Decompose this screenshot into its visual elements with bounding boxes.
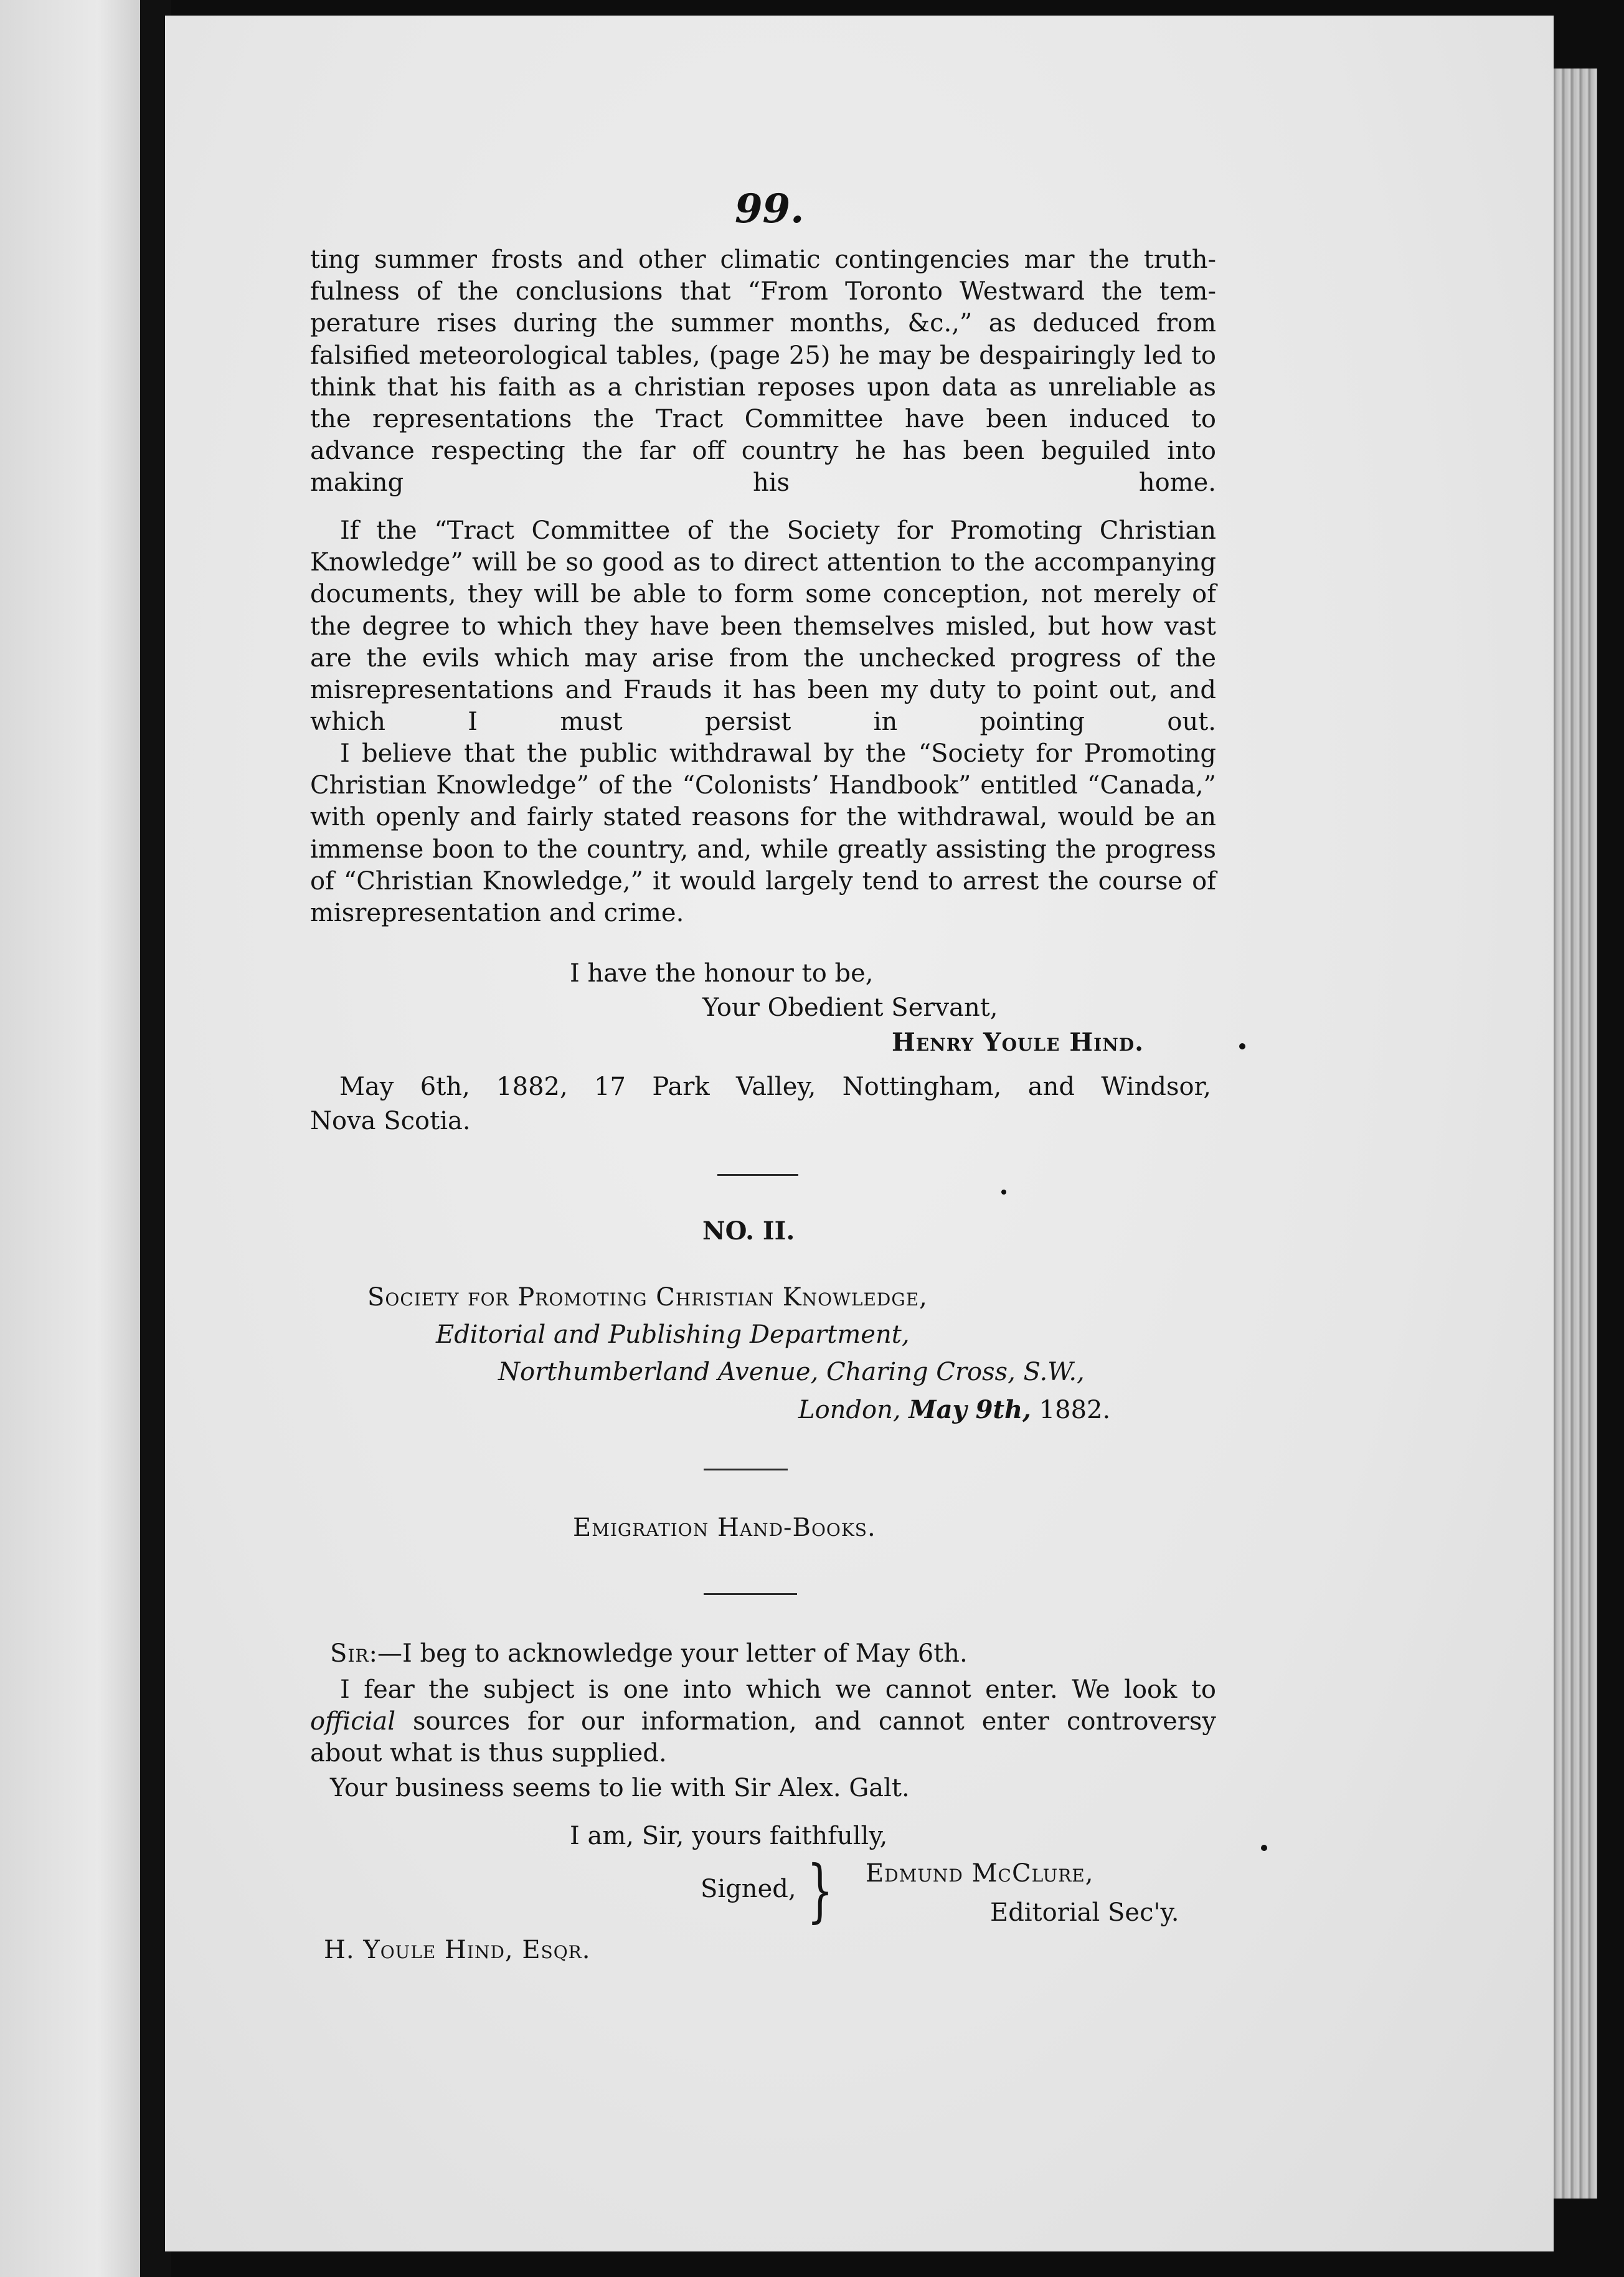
signature-brace: } bbox=[807, 1850, 833, 1930]
page-number: 99. bbox=[735, 186, 805, 232]
closing-line-2: Your Obedient Servant, bbox=[702, 993, 998, 1022]
letter-date bbox=[798, 1395, 1110, 1424]
letter-body-paragraph bbox=[310, 1674, 1216, 1770]
letter-acknowledgement: :—I beg to acknowledge your letter of May 6th. bbox=[369, 1639, 968, 1668]
letter-closing: I am, Sir, yours faithfully, bbox=[570, 1822, 888, 1850]
signature-hind: Henry Youle Hind. bbox=[892, 1028, 1145, 1057]
section-heading: NO. II. bbox=[702, 1216, 795, 1246]
dateline: May 6th, 1882, 17 Park Valley, Nottingham, and Windsor, bbox=[339, 1072, 1211, 1101]
organization-address: Northumberland Avenue, Charing Cross, S.W., bbox=[498, 1358, 1085, 1386]
previous-page-edge bbox=[0, 0, 140, 2277]
letter-year: 1882. bbox=[1039, 1396, 1111, 1424]
letter-month-day: May 9th, bbox=[909, 1395, 1031, 1424]
divider-rule-3 bbox=[704, 1593, 797, 1595]
paragraph-3: I believe that the public withdrawal by the “Society for Promoting Christian Knowledge” of the “Colonists’ Handbook” entitled “Canada,” with openly and fairly stated reasons for the withdrawal, would be an immense boon to the country, and, while greatly assisting the progress of “Christian Knowledge,” it would largely tend to arrest the course of misrepresentation and crime. bbox=[310, 739, 1216, 928]
signer-title: Editorial Sec'y. bbox=[990, 1898, 1179, 1927]
letter-body-emphasis: official bbox=[310, 1707, 396, 1736]
divider-rule-1 bbox=[717, 1174, 798, 1176]
letter-place: London, bbox=[798, 1396, 901, 1424]
ink-speck-2 bbox=[1001, 1190, 1006, 1195]
addressee: H. Youle Hind, Esqr. bbox=[324, 1936, 591, 1964]
letter-body-line-3: Your business seems to lie with Sir Alex. Galt. bbox=[330, 1774, 910, 1802]
ink-speck bbox=[1239, 1043, 1245, 1049]
subject-heading: Emigration Hand-Books. bbox=[573, 1513, 876, 1542]
paragraph-2: If the “Tract Committee of the Society for Promoting Christian Knowledge” will be so good as to direct attention to the accompanying documents, they will be able to form some conception, not merely of the degree to which they have been themselves misled, but how vast are the evils which may arise from the unchecked progress of the misrepresentations and Frauds it has been my duty to point out, and which I must persist in pointing out. bbox=[310, 516, 1216, 737]
letter-body-text-end: sources for our information, and cannot enter controversy about what is thus supplied. bbox=[310, 1707, 1216, 1768]
ink-speck-3 bbox=[1261, 1845, 1267, 1851]
signed-label: Signed, bbox=[701, 1875, 796, 1903]
letter-body-text: I fear the subject is one into which we cannot enter. We look to bbox=[340, 1675, 1216, 1704]
signer-name: Edmund McClure, bbox=[866, 1859, 1094, 1888]
divider-rule-2 bbox=[704, 1469, 788, 1470]
closing-line-1: I have the honour to be, bbox=[570, 959, 874, 988]
letter-body-line-1 bbox=[330, 1639, 968, 1668]
paragraph-1: ting summer frosts and other climatic contingencies mar the truthfulness of the conclusions that “From Toronto Westward the temperature rises during the summer months, &c.,” as deduced from falsified meteorological tables, (page 25) he may be despairingly led to think that his faith as a christian reposes upon data as unreliable as the representations the Tract Committee have been induced to advance respecting the far off country he has been beguiled into making his home. bbox=[310, 245, 1216, 498]
organization-name: Society for Promoting Christian Knowledge, bbox=[367, 1283, 928, 1312]
dateline-continued: Nova Scotia. bbox=[310, 1107, 471, 1135]
department-name: Editorial and Publishing Department, bbox=[436, 1320, 910, 1349]
salutation: Sir bbox=[330, 1639, 369, 1668]
